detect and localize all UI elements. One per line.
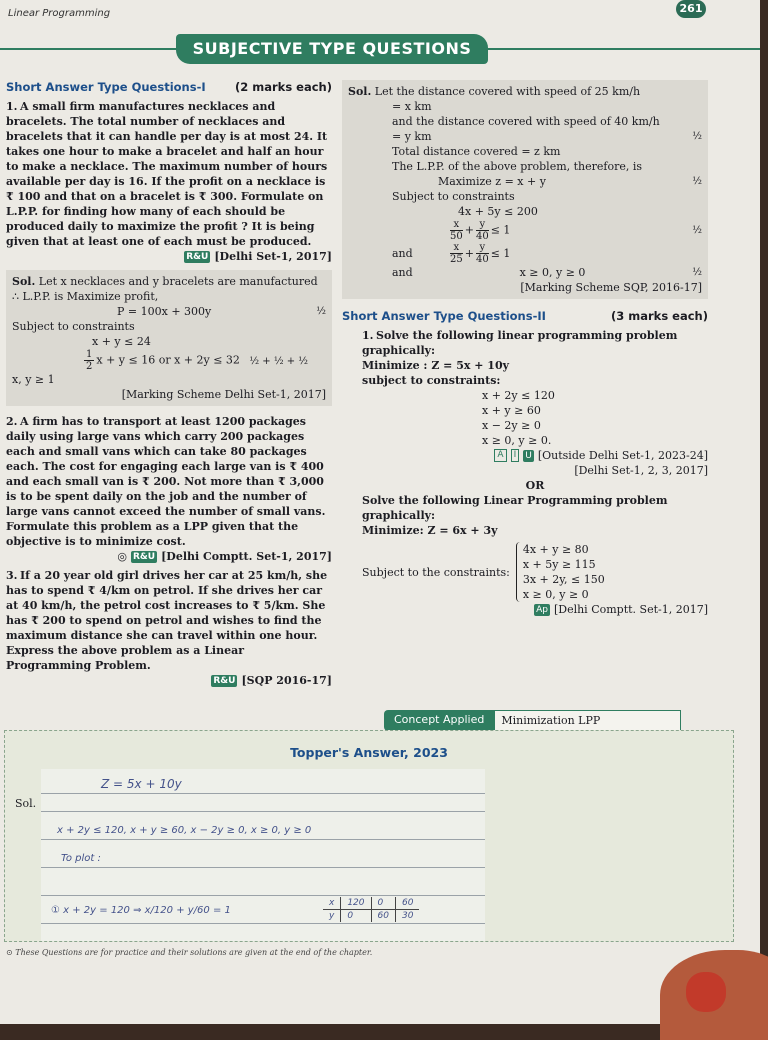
ruled-line xyxy=(41,923,485,924)
table-cell: 60 xyxy=(395,897,419,910)
question-text: A small firm manufactures necklaces and bracelets. The total number of necklaces and bracelets that it can handle per day is at most 24. It takes one hour to make a bracelet and half an hour to make a necklace. The maximum number of hours available per day is 16. If the profit on a necklace is ₹ 100 and that on a bracelet is ₹ 300. Formulate on L.P.P. for finding how many of each should be produced daily to maximize the profit ? It is being given that at least one of each must be produced. xyxy=(6,100,328,248)
source-text: [Delhi Comptt. Set-1, 2017] xyxy=(553,603,708,616)
constraint: x − 2y ≥ 0 xyxy=(482,419,541,432)
question-source xyxy=(6,673,332,688)
tag-i: I xyxy=(511,449,520,462)
source-text: [Outside Delhi Set-1, 2023-24] xyxy=(537,449,708,462)
banner-rule-right xyxy=(488,48,760,50)
ruled-line xyxy=(41,867,485,868)
footer-text: These Questions are for practice and their solutions are given at the end of the chapter. xyxy=(15,948,373,957)
table-cell: 0 xyxy=(341,910,371,923)
solution-line: Subject to constraints xyxy=(392,190,515,203)
question-number: 1. xyxy=(362,329,374,342)
handwritten-line: To plot : xyxy=(61,853,101,864)
section-title-short-2 xyxy=(342,309,708,324)
solution-equation-row xyxy=(12,304,326,319)
constraint: 4x + y ≥ 80 xyxy=(522,543,589,556)
question-1 xyxy=(6,99,332,264)
objective: Minimize: Z = 6x + 3y xyxy=(362,524,498,537)
solution-line: Total distance covered = z km xyxy=(392,145,561,158)
question-line: subject to constraints: xyxy=(362,374,501,387)
equation-row xyxy=(348,265,702,280)
difficulty-tag: R&U xyxy=(133,551,156,562)
footer-note xyxy=(6,948,372,957)
question-2 xyxy=(6,414,332,564)
section-banner: SUBJECTIVE TYPE QUESTIONS xyxy=(176,34,488,64)
tag-u: U xyxy=(525,450,532,461)
answer-sheet xyxy=(41,769,485,941)
solution-1 xyxy=(6,270,332,406)
marks: ½ xyxy=(692,131,702,142)
equation: P = 100x + 300y xyxy=(117,305,212,318)
practice-icon: ◎ xyxy=(117,550,127,563)
question-line: Subject to the constraints: xyxy=(362,565,510,579)
equation: x + y ≤ 24 xyxy=(92,335,151,348)
difficulty-tag: R&U xyxy=(186,251,209,262)
ruled-line xyxy=(41,839,485,840)
marks: ½ xyxy=(692,176,702,187)
banner-rule-left xyxy=(0,48,176,50)
question-text: Solve the following linear programming problem graphically: xyxy=(362,329,678,357)
page-number: 261 xyxy=(676,0,706,18)
constraint: 3x + 2y, ≤ 150 xyxy=(522,573,605,586)
handwritten-line: x + 2y ≤ 120, x + y ≥ 60, x − 2y ≥ 0, x ≥ 0, y ≥ 0 xyxy=(57,825,312,836)
question-number: 2. xyxy=(6,415,18,428)
solution-line: and the distance covered with speed of 40 km/h xyxy=(392,115,660,128)
connector: and xyxy=(392,266,413,279)
handwritten-line: ① x + 2y = 120 ⇒ x/120 + y/60 = 1 xyxy=(51,905,231,916)
section-title-short-1 xyxy=(6,80,332,95)
marks: ½ + ½ + ½ xyxy=(249,355,308,367)
table-cell: 0 xyxy=(371,897,395,910)
topper-title: Topper's Answer, 2023 xyxy=(290,745,448,760)
chapter-header: Linear Programming xyxy=(8,8,111,19)
fraction: $\frac{y}{40}$ xyxy=(475,219,489,242)
solution-line: Subject to constraints xyxy=(12,320,135,333)
solution-3 xyxy=(342,80,708,299)
source-text: [Marking Scheme Delhi Set-1, 2017] xyxy=(121,388,326,401)
constraint: x + 5y ≥ 115 xyxy=(522,558,596,571)
ruled-line xyxy=(41,811,485,812)
table-cell: x xyxy=(323,897,341,910)
solution-line: Let the distance covered with speed of 25 km/h xyxy=(374,85,641,98)
equation: x + y ≤ 16 or x + 2y ≤ 32 xyxy=(96,353,240,367)
alt-constraints xyxy=(362,542,708,602)
marks: ½ xyxy=(692,267,702,278)
difficulty-tag: R&U xyxy=(213,675,236,686)
solution-line: = y km xyxy=(392,130,432,143)
question-source xyxy=(362,602,708,617)
solution-row xyxy=(348,174,702,189)
table-cell: 60 xyxy=(371,910,395,923)
question-number: 3. xyxy=(6,569,18,582)
equation: Maximize z = x + y xyxy=(438,175,546,188)
question-text: If a 20 year old girl drives her car at 25 km/h, she has to spend ₹ 4/km on petrol. If she drives her car at 40 km/h, the petrol cost increases to ₹ 5/km. She has ₹ 200 to spend on petrol and wishes to find the maximum distance she can travel within one hour. Express the above problem as a Linear Programming Problem. xyxy=(6,569,328,672)
solution-line: ∴ L.P.P. is Maximize profit, xyxy=(12,290,159,303)
source-text: [Delhi Comptt. Set-1, 2017] xyxy=(161,550,332,563)
ruled-line xyxy=(41,793,485,794)
table-cell: 30 xyxy=(401,911,414,921)
constraint: x ≥ 0, y ≥ 0. xyxy=(482,434,552,447)
value-table xyxy=(323,897,419,922)
concept-applied xyxy=(384,710,681,731)
table-row xyxy=(323,897,419,910)
difficulty-tag: Ap xyxy=(536,604,548,615)
concept-label: Concept Applied xyxy=(384,710,494,731)
solution-line: = x km xyxy=(392,100,432,113)
ruled-line xyxy=(41,895,485,896)
marks: ½ xyxy=(692,225,702,236)
fraction: $\frac{x}{50}$ xyxy=(450,219,463,242)
equation: 4x + 5y ≤ 200 xyxy=(458,205,538,218)
solution-line: Let x necklaces and y bracelets are manufactured xyxy=(38,275,318,288)
equation: x, y ≥ 1 xyxy=(12,373,55,386)
fraction: $\frac{1}{2}$ xyxy=(86,349,93,372)
solution-line: The L.P.P. of the above problem, therefore, is xyxy=(392,160,643,173)
fraction: $\frac{x}{25}$ xyxy=(450,242,463,265)
table-row xyxy=(323,910,419,923)
question-text: Solve the following Linear Programming problem graphically: xyxy=(362,494,668,522)
constraint: x ≥ 0, y ≥ 0 xyxy=(522,588,589,601)
table-cell: y xyxy=(323,910,341,923)
right-column xyxy=(342,80,708,617)
solution-row xyxy=(348,129,702,144)
fingernail-photo xyxy=(686,972,726,1012)
connector: and xyxy=(392,247,413,260)
tag-a: A xyxy=(494,449,506,462)
question-number: 1. xyxy=(6,100,18,113)
fraction: $\frac{y}{40}$ xyxy=(475,242,489,265)
equation: ≤ 1 xyxy=(490,223,511,237)
constraint: x + 2y ≤ 120 xyxy=(482,389,555,402)
section-marks: (3 marks each) xyxy=(611,309,708,323)
handwritten-line: Z = 5x + 10y xyxy=(101,777,182,791)
source-text: [SQP 2016-17] xyxy=(241,674,332,687)
marks: ½ xyxy=(316,306,326,317)
question-text: A firm has to transport at least 1200 packages daily using large vans which carry 200 packages each and small vans which can take 80 packages each. The cost for engaging each large van is ₹ 400 and each small van is ₹ 200. Not more than ₹ 3,000 is to be spent daily on the job and the number of large vans cannot exceed the number of small vans. Formulate this problem as a LPP given that the objective is to minimize cost. xyxy=(6,415,326,548)
equation: x ≥ 0, y ≥ 0 xyxy=(519,266,586,279)
source-text: [Delhi Set-1, 2017] xyxy=(214,250,332,263)
solution-label: Sol. xyxy=(348,85,372,98)
equation-row: and $\frac{x}{25}$ + $\frac{y}{40}$ ≤ 1 xyxy=(348,242,702,265)
equation: ≤ 1 xyxy=(490,247,511,260)
section-title-text: Short Answer Type Questions-I xyxy=(6,80,206,94)
equation-row xyxy=(12,349,326,372)
equation-row: $\frac{x}{50}$ + $\frac{y}{40}$ ≤ 1 ½ xyxy=(450,219,702,242)
solution-label: Sol. xyxy=(12,275,36,288)
question-3 xyxy=(6,568,332,688)
left-column xyxy=(6,80,332,688)
question-source xyxy=(362,448,708,463)
question-ii-1 xyxy=(342,328,708,617)
section-marks: (2 marks each) xyxy=(235,80,332,94)
section-title-text: Short Answer Type Questions-II xyxy=(342,309,546,323)
source-text: [Marking Scheme SQP, 2016-17] xyxy=(520,281,702,294)
table-cell: 120 xyxy=(341,897,371,910)
objective: Minimize : Z = 5x + 10y xyxy=(362,359,510,372)
question-source xyxy=(6,249,332,264)
source-text: [Delhi Set-1, 2, 3, 2017] xyxy=(574,464,708,477)
info-icon: ⊙ xyxy=(6,948,16,957)
concept-value: Minimization LPP xyxy=(494,710,681,731)
or-divider: OR xyxy=(525,479,545,492)
topper-answer-box xyxy=(4,730,734,942)
solution-label: Sol. xyxy=(15,797,37,810)
question-source xyxy=(6,549,332,564)
constraint: x + y ≥ 60 xyxy=(482,404,541,417)
